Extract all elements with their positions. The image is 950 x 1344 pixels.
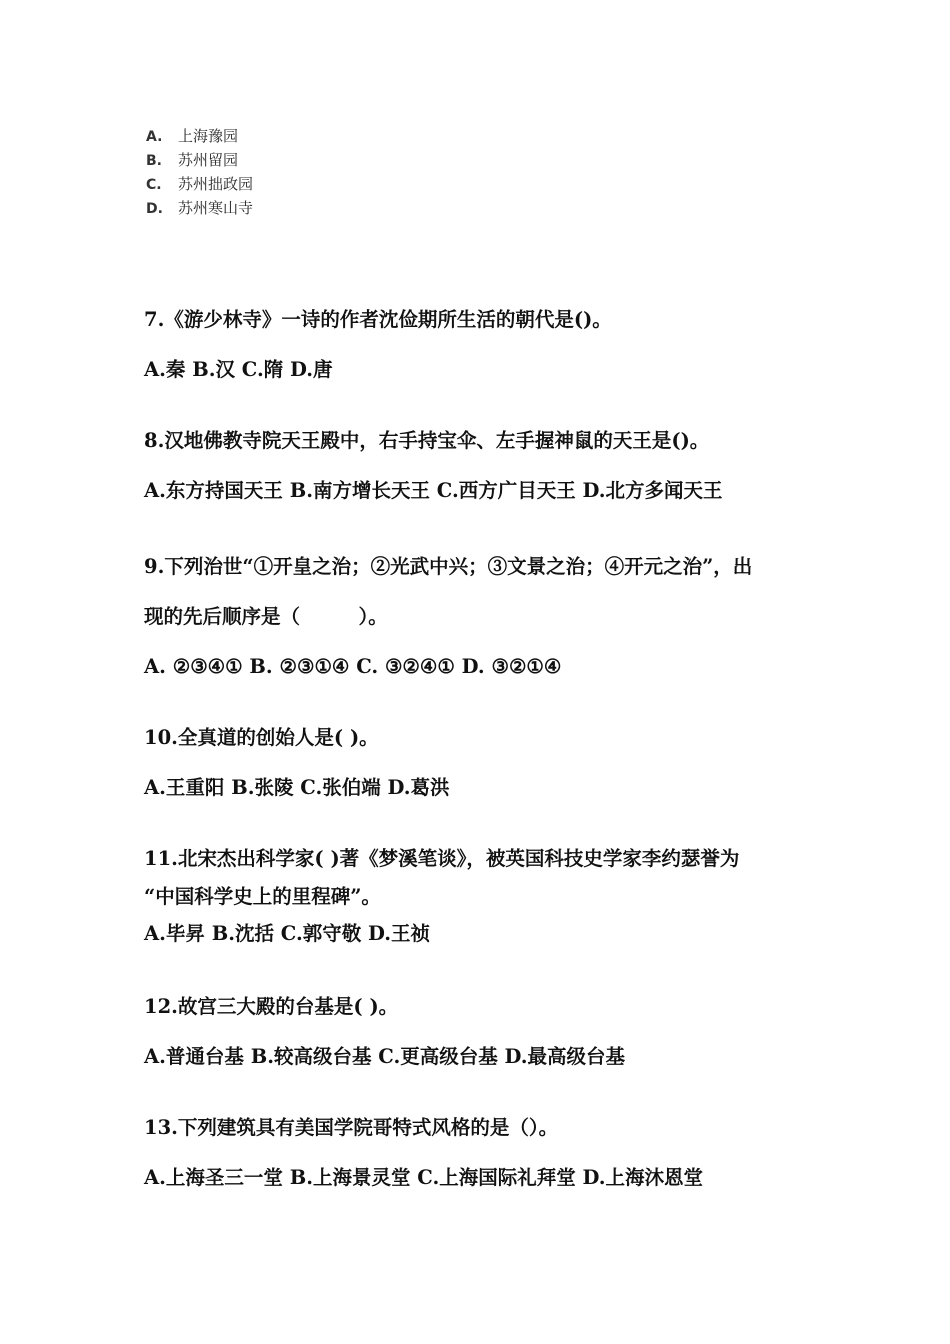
option-text: 苏州留园 — [178, 151, 239, 169]
question-7-options: A.秦 B.汉 C.隋 D.唐 — [144, 358, 333, 381]
question-9-options: A. ②③④① B. ②③①④ C. ③②④① D. ③②①④ — [144, 655, 562, 678]
question-8-options: A.东方持国天王 B.南方增长天王 C.西方广目天王 D.北方多闻天王 — [144, 479, 723, 502]
option-text: 苏州拙政园 — [178, 175, 254, 193]
image-option-c — [146, 172, 346, 196]
question-7-stem: 7.《游少林寺》一诗的作者沈俭期所生活的朝代是()。 — [144, 308, 612, 331]
option-text: 苏州寒山寺 — [178, 199, 254, 217]
question-13-options: A.上海圣三一堂 B.上海景灵堂 C.上海国际礼拜堂 D.上海沐恩堂 — [144, 1166, 704, 1189]
image-option-list — [146, 124, 346, 220]
option-letter: A. — [146, 129, 163, 145]
option-letter: D. — [146, 201, 163, 217]
question-10-options: A.王重阳 B.张陵 C.张伯端 D.葛洪 — [144, 776, 450, 799]
question-9-stem-line2: 现的先后顺序是（ ）。 — [144, 605, 388, 628]
image-option-d — [146, 196, 346, 220]
question-11-options: A.毕昇 B.沈括 C.郭守敬 D.王祯 — [144, 922, 431, 945]
question-12-stem: 12.故宫三大殿的台基是( )。 — [144, 995, 399, 1018]
question-10-stem: 10.全真道的创始人是( )。 — [144, 726, 379, 749]
question-12-options: A.普通台基 B.较高级台基 C.更高级台基 D.最高级台基 — [144, 1045, 626, 1068]
option-letter: B. — [146, 153, 162, 169]
question-13-stem: 13.下列建筑具有美国学院哥特式风格的是（）。 — [144, 1116, 559, 1139]
question-11-stem-line1: 11.北宋杰出科学家( )著《梦溪笔谈》，被英国科技史学家李约瑟誉为 — [144, 847, 740, 870]
question-8-stem: 8.汉地佛教寺院天王殿中，右手持宝伞、左手握神鼠的天王是()。 — [144, 429, 710, 452]
image-option-a — [146, 124, 346, 148]
question-11-stem-line2: “中国科学史上的里程碑”。 — [144, 885, 381, 908]
question-9-stem-line1: 9.下列治世“①开皇之治；②光武中兴；③文景之治；④开元之治”，出 — [144, 555, 753, 578]
option-text: 上海豫园 — [178, 127, 239, 145]
option-letter: C. — [146, 177, 162, 193]
image-option-b — [146, 148, 346, 172]
